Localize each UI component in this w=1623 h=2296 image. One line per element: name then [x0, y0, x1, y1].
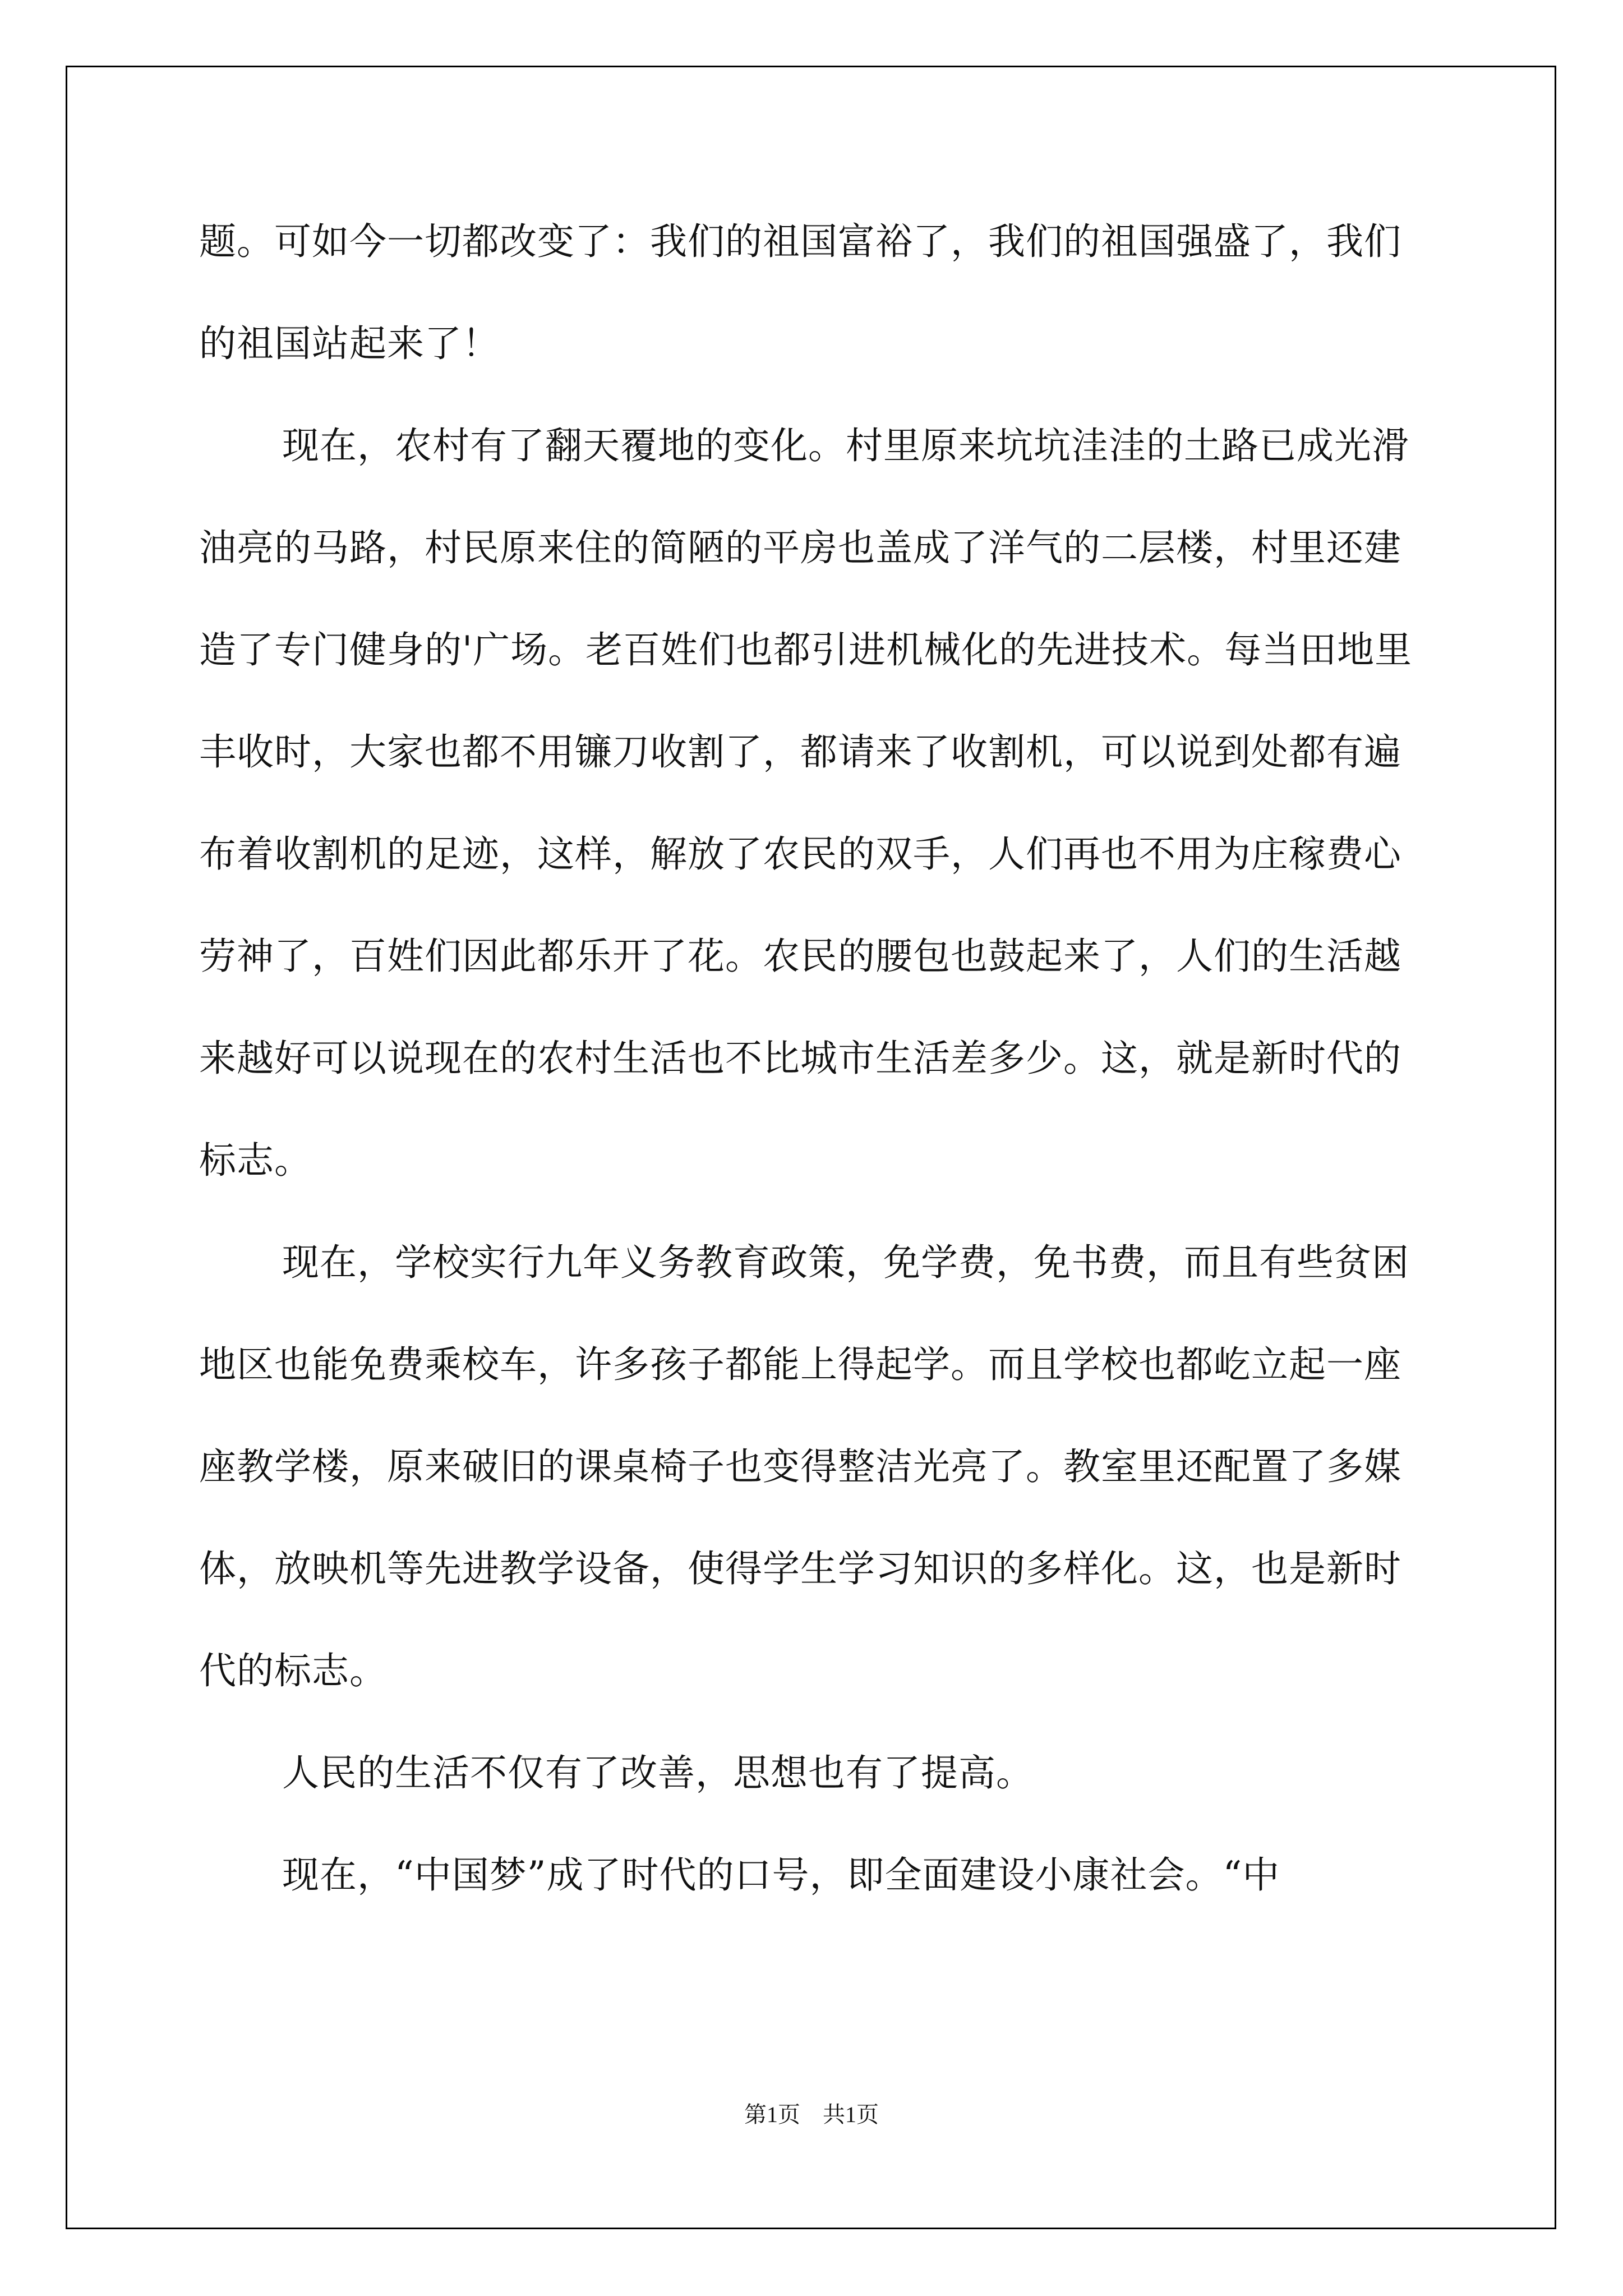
- paragraph-3: 现在，学校实行九年义务教育政策，免学费，免书费，而且有些贫困地区也能免费乘校车，许多孩子都能上得起学。而且学校也都屹立起一座座教学楼，原来破旧的课桌椅子也变得整洁光亮了。教室里还配置了多媒体，放映机等先进教学设备，使得学生学习知识的多样化。这，也是新时代的标志。: [199, 1241, 1409, 1692]
- document-body: [199, 191, 1433, 1926]
- page-total: 共1页: [823, 2102, 879, 2127]
- paragraph-2: 现在，农村有了翻天覆地的变化。村里原来坑坑洼洼的土路已成光滑油亮的马路，村民原来住的简陋的平房也盖成了洋气的二层楼，村里还建造了专门健身的'广场。老百姓们也都引进机械化的先进技术。每当田地里丰收时，大家也都不用镰刀收割了，都请来了收割机，可以说到处都有遍布着收割机的足迹，这样，解放了农民的双手，人们再也不用为庄稼费心劳神了，百姓们因此都乐开了花。农民的腰包也鼓起来了，人们的生活越来越好可以说现在的农村生活也不比城市生活差多少。这，就是新时代的标志。: [199, 424, 1413, 1182]
- page-footer: [0, 2097, 1623, 2129]
- paragraph-1: 题。可如今一切都改变了：我们的祖国富裕了，我们的祖国强盛了，我们的祖国站起来了！: [199, 220, 1401, 365]
- paragraph-4: 人民的生活不仅有了改善，思想也有了提高。: [282, 1751, 1034, 1795]
- page-number: 第1页: [744, 2102, 800, 2127]
- paragraph-5: 现在，“中国梦”成了时代的口号，即全面建设小康社会。“中: [282, 1853, 1280, 1897]
